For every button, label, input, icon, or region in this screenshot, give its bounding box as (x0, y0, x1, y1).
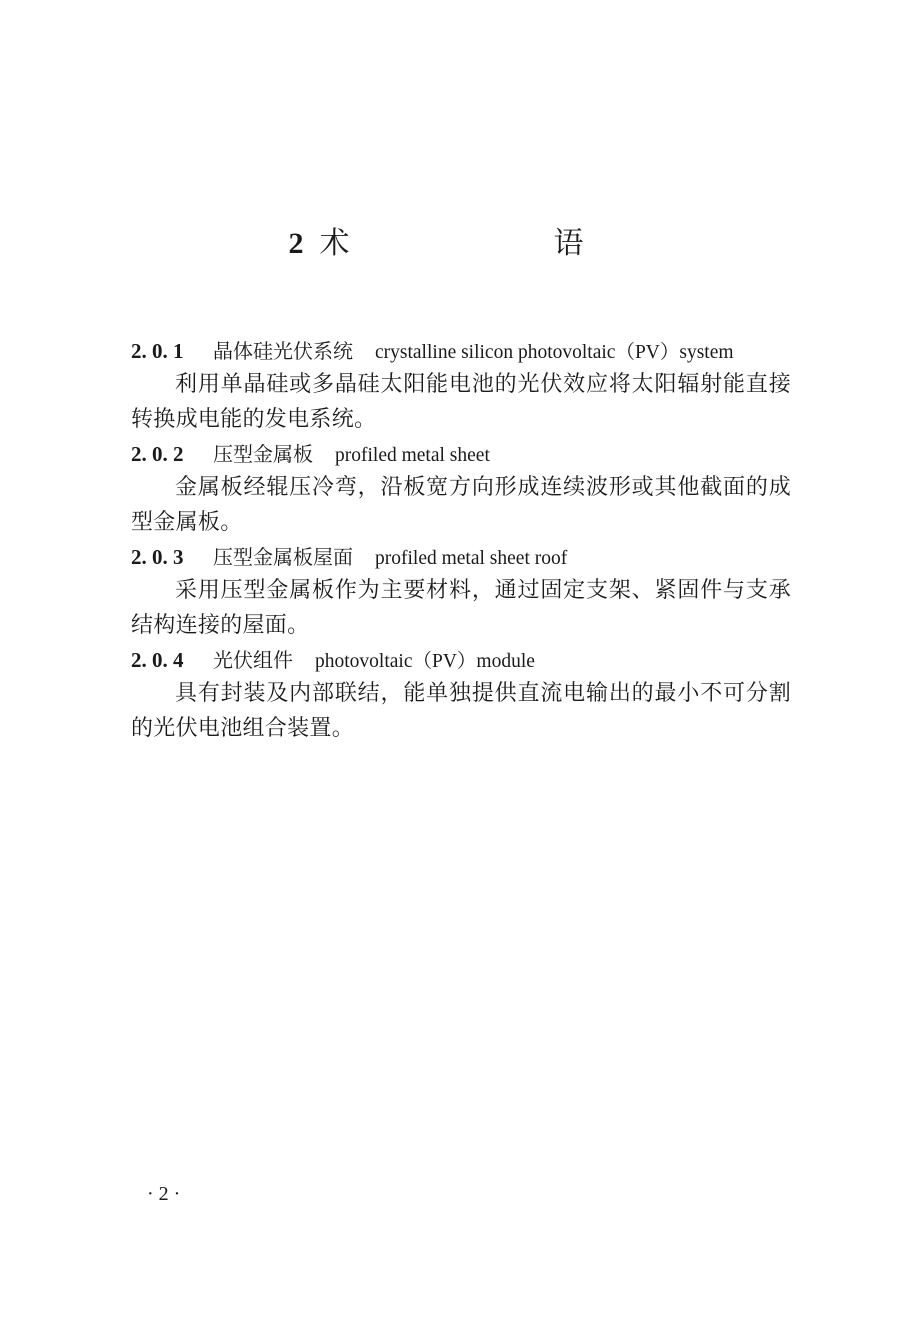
term-name-en: crystalline silicon photovoltaic（PV）system (375, 342, 734, 363)
term-definition: 金属板经辊压冷弯，沿板宽方向形成连续波形或其他截面的成型金属板。 (131, 475, 791, 535)
term-name-zh: 晶体硅光伏系统 (213, 339, 353, 363)
term-name-zh: 压型金属板 (213, 442, 313, 466)
term-name-en: profiled metal sheet roof (375, 548, 568, 569)
term-heading (131, 437, 791, 471)
term-entry (131, 643, 791, 746)
chapter-title-text: 术 语 (319, 226, 632, 261)
term-definition: 利用单晶硅或多晶硅太阳能电池的光伏效应将太阳辐射能直接转换成电能的发电系统。 (131, 372, 791, 432)
term-number: 2. 0. 1 (131, 339, 184, 363)
term-name-zh: 光伏组件 (213, 648, 293, 672)
term-entry (131, 540, 791, 643)
term-number: 2. 0. 4 (131, 648, 184, 672)
term-number: 2. 0. 2 (131, 442, 184, 466)
term-name-en: profiled metal sheet (335, 445, 490, 466)
term-number: 2. 0. 3 (131, 545, 184, 569)
term-definition: 具有封装及内部联结，能单独提供直流电输出的最小不可分割的光伏电池组合装置。 (131, 681, 791, 741)
term-entry (131, 334, 791, 437)
term-heading (131, 334, 791, 368)
chapter-number: 2 (288, 227, 306, 260)
page-number: · 2 · (147, 1183, 181, 1205)
term-heading (131, 540, 791, 574)
terms-list (131, 334, 791, 746)
term-definition: 采用压型金属板作为主要材料，通过固定支架、紧固件与支承结构连接的屋面。 (131, 578, 791, 638)
term-name-zh: 压型金属板屋面 (213, 545, 353, 569)
term-entry (131, 437, 791, 540)
term-heading (131, 643, 791, 677)
term-name-en: photovoltaic（PV）module (315, 651, 535, 672)
chapter-title (0, 222, 920, 266)
